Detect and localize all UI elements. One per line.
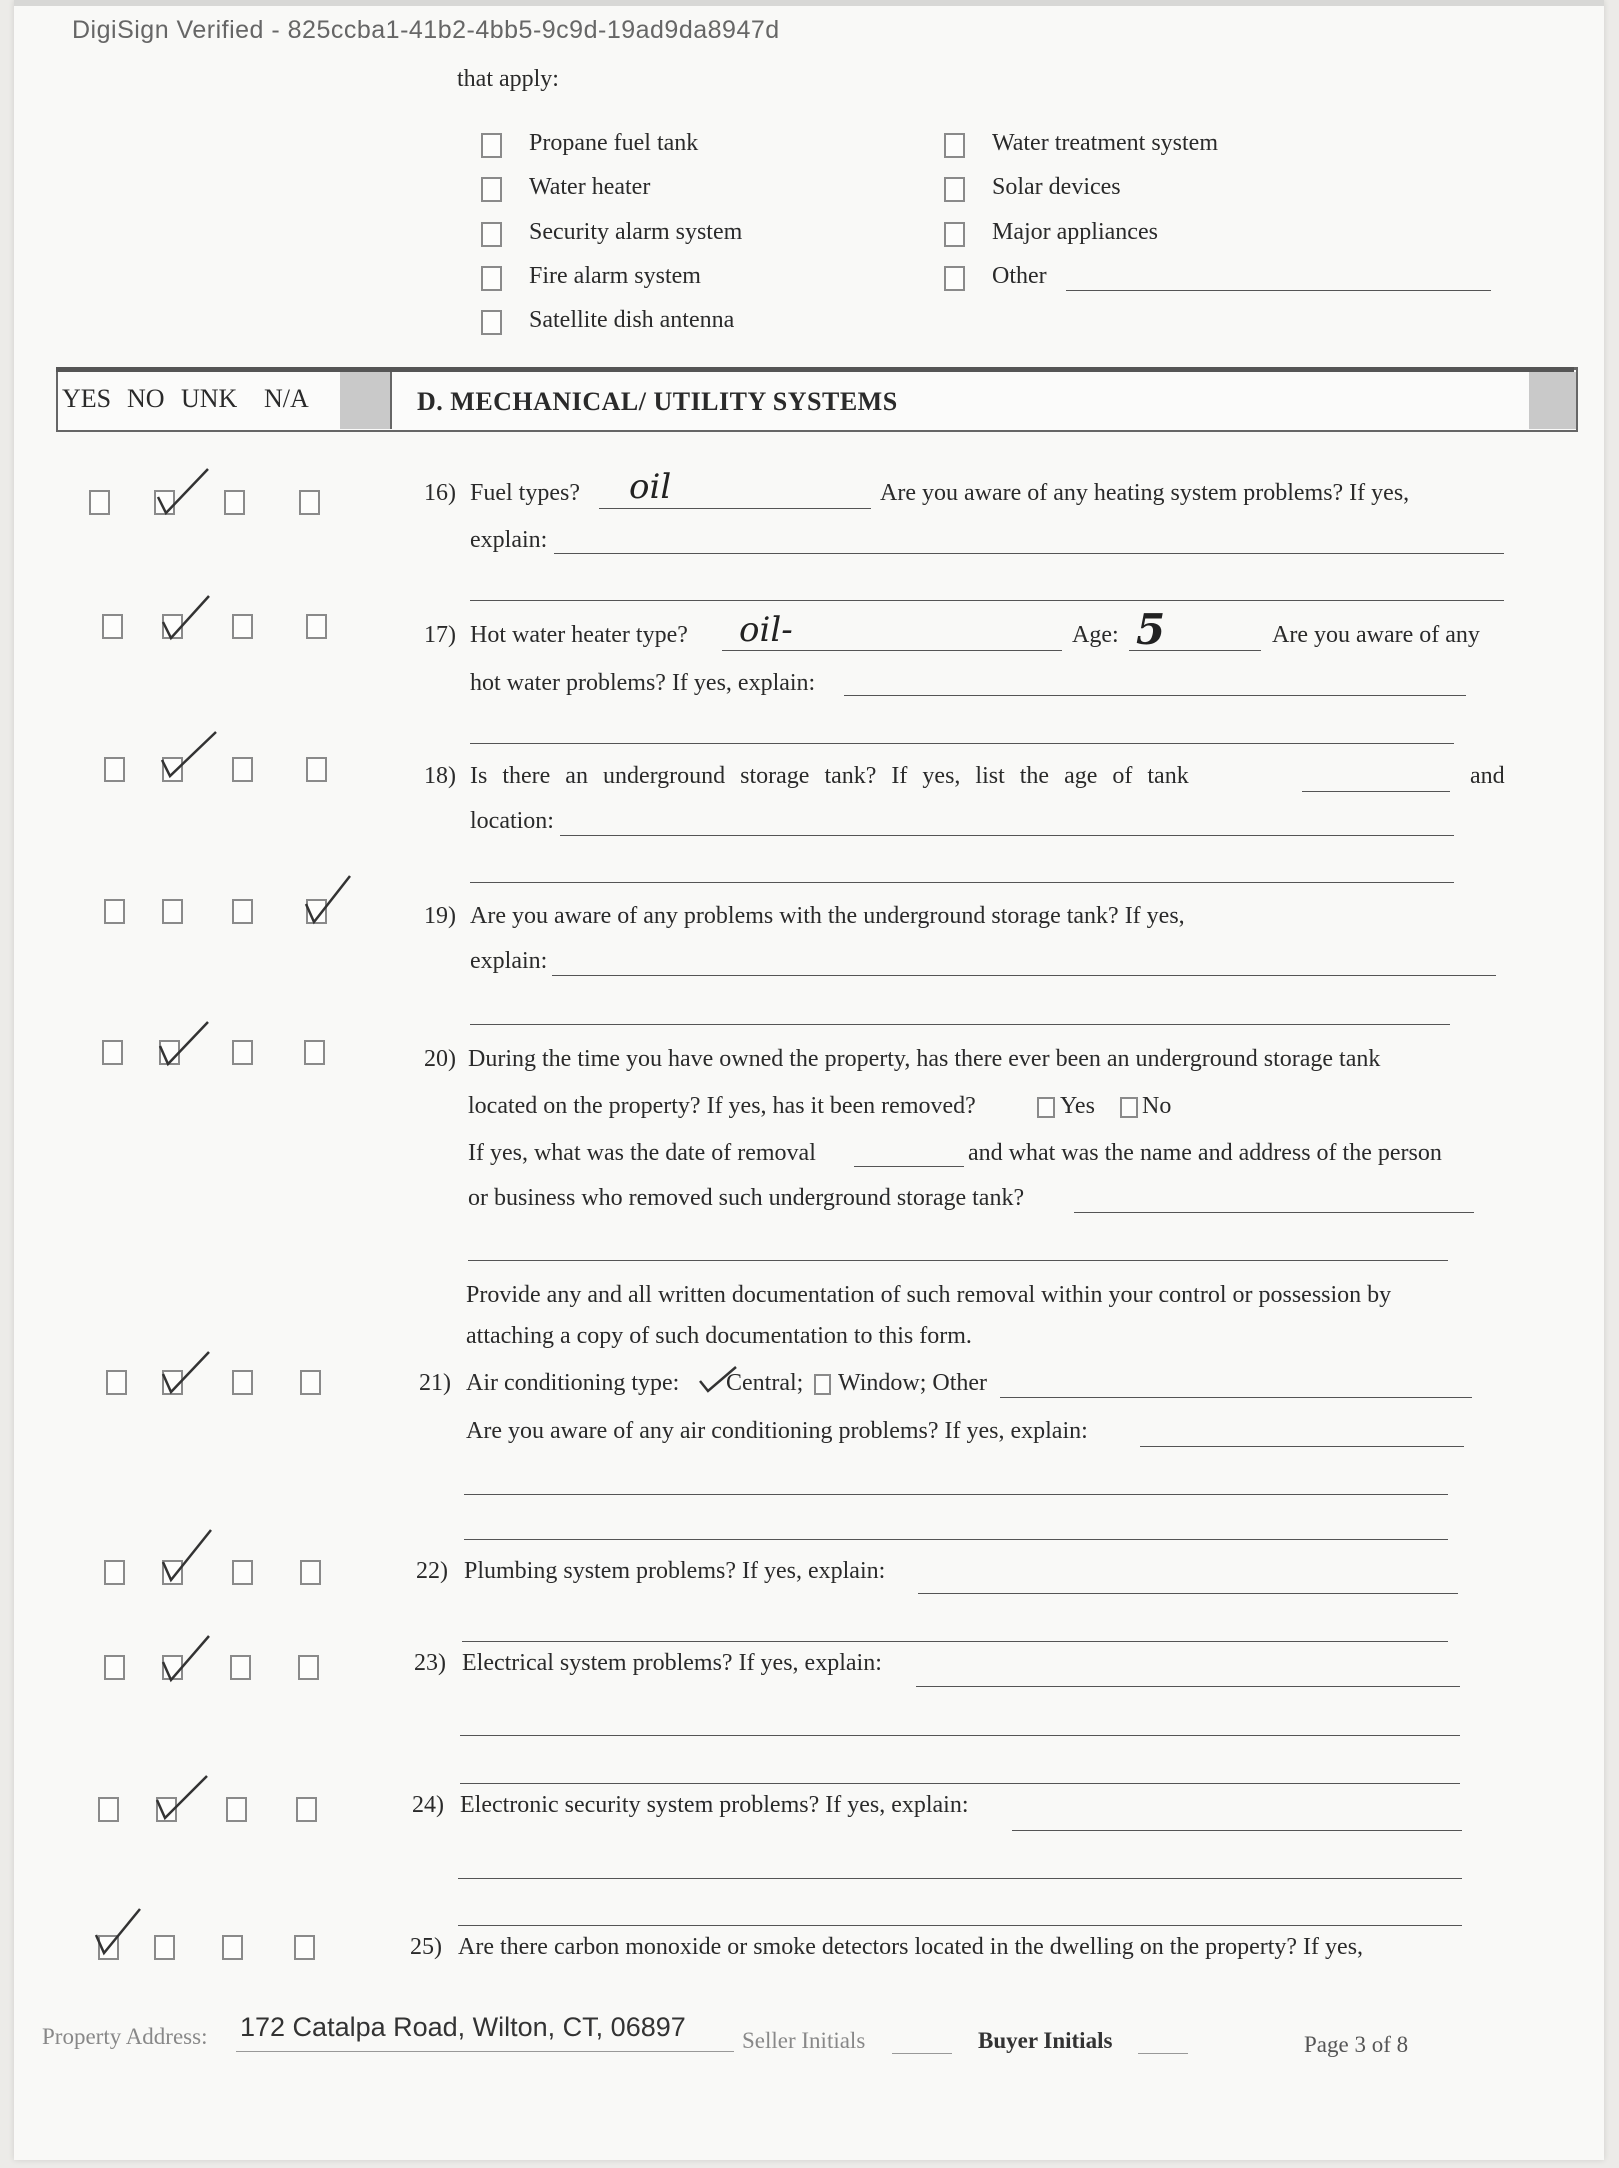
digisign-id: DigiSign Verified - 825ccba1-41b2-4bb5-9c9d-19ad9da8947d <box>72 16 780 44</box>
q20-checkmark-icon <box>154 1018 214 1072</box>
q24-explain-line-3[interactable] <box>458 1925 1462 1926</box>
property-address-line[interactable] <box>236 2051 734 2052</box>
q19-explain-line-2[interactable] <box>470 1024 1450 1025</box>
seller-initials-label: Seller Initials <box>742 2028 866 2053</box>
q21-explain-line-2[interactable] <box>464 1494 1448 1495</box>
q19-unk-checkbox[interactable] <box>232 899 253 924</box>
q22-yes-checkbox[interactable] <box>104 1560 125 1585</box>
apply-item-water-heater: Water heater <box>529 174 651 200</box>
q23-na-checkbox[interactable] <box>298 1655 319 1680</box>
apply-checkbox-major-appliances[interactable] <box>944 222 965 247</box>
q19-checkmark-icon <box>302 872 354 930</box>
q21-text: Air conditioning type: <box>466 1370 680 1396</box>
q18-location-line[interactable] <box>560 835 1454 836</box>
q23-yes-checkbox[interactable] <box>104 1655 125 1680</box>
q21-yes-checkbox[interactable] <box>106 1370 127 1395</box>
q24-na-checkbox[interactable] <box>296 1797 317 1822</box>
q16-text: Fuel types? <box>470 480 580 506</box>
apply-checkbox-propane[interactable] <box>481 133 502 158</box>
q23-checkmark-icon <box>157 1632 215 1686</box>
q18-location: location: <box>470 808 554 834</box>
q17-checkmark-icon <box>157 592 217 648</box>
q20-removed-yes-checkbox[interactable] <box>1037 1097 1055 1118</box>
seller-initials-line[interactable] <box>892 2053 952 2054</box>
q18-yes-checkbox[interactable] <box>104 757 125 782</box>
q17-age-value: 5 <box>1136 605 1166 654</box>
q22-na-checkbox[interactable] <box>300 1560 321 1585</box>
q19-explain: explain: <box>470 948 548 974</box>
q19-text: Are you aware of any problems with the underground storage tank? If yes, <box>470 903 1185 929</box>
q25-no-checkbox[interactable] <box>154 1935 175 1960</box>
header-divider <box>390 372 392 429</box>
q20-yes-checkbox[interactable] <box>102 1040 123 1065</box>
q17-na-checkbox[interactable] <box>306 614 327 639</box>
q19-no-checkbox[interactable] <box>162 899 183 924</box>
q18-location-line-2[interactable] <box>470 882 1454 883</box>
q16-explain-line-2[interactable] <box>470 600 1504 601</box>
q22-unk-checkbox[interactable] <box>232 1560 253 1585</box>
q23-text: Electrical system problems? If yes, explain: <box>462 1650 882 1676</box>
q20-removal-date-line[interactable] <box>854 1166 964 1167</box>
q21-number: 21) <box>419 1370 451 1396</box>
col-na: N/A <box>264 384 309 413</box>
q16-number: 16) <box>424 480 456 506</box>
q23-explain-line[interactable] <box>916 1686 1460 1687</box>
col-yes: YES <box>62 384 112 413</box>
q24-number: 24) <box>412 1792 444 1818</box>
q21-other-line[interactable] <box>1000 1397 1472 1398</box>
q20-removed-no-checkbox[interactable] <box>1120 1097 1138 1118</box>
q19-explain-line[interactable] <box>552 975 1496 976</box>
q21-window: Window; Other <box>838 1370 988 1396</box>
property-address-value: 172 Catalpa Road, Wilton, CT, 06897 <box>240 2012 686 2042</box>
q21-central: Central; <box>726 1370 804 1396</box>
q23-unk-checkbox[interactable] <box>230 1655 251 1680</box>
q20-line3a: If yes, what was the date of removal <box>468 1140 816 1166</box>
q16-na-checkbox[interactable] <box>299 490 320 515</box>
q20-removed-no-label: No <box>1142 1093 1172 1119</box>
apply-item-other: Other <box>992 263 1047 289</box>
q20-na-checkbox[interactable] <box>304 1040 325 1065</box>
q21-na-checkbox[interactable] <box>300 1370 321 1395</box>
q25-number: 25) <box>410 1934 442 1960</box>
buyer-initials-line[interactable] <box>1138 2053 1188 2054</box>
q23-number: 23) <box>414 1650 446 1676</box>
q20-removed-yes-label: Yes <box>1060 1093 1095 1119</box>
q17-explain-line-2[interactable] <box>470 743 1454 744</box>
q23-explain-line-2[interactable] <box>460 1735 1460 1736</box>
q20-number: 20) <box>424 1046 456 1072</box>
q18-na-checkbox[interactable] <box>306 757 327 782</box>
q17-number: 17) <box>424 622 456 648</box>
q18-number: 18) <box>424 763 456 789</box>
apply-item-satellite: Satellite dish antenna <box>529 307 735 333</box>
property-address-label: Property Address: <box>42 2024 208 2049</box>
q22-checkmark-icon <box>157 1526 217 1588</box>
q18-checkmark-icon <box>156 726 222 786</box>
apply-checkbox-water-treatment[interactable] <box>944 133 965 158</box>
q24-text: Electronic security system problems? If yes, explain: <box>460 1792 969 1818</box>
q18-unk-checkbox[interactable] <box>232 757 253 782</box>
q22-explain-line[interactable] <box>918 1593 1458 1594</box>
q21-explain-line-3[interactable] <box>464 1539 1448 1540</box>
q21-unk-checkbox[interactable] <box>232 1370 253 1395</box>
q17-text2: Are you aware of any <box>1272 622 1480 648</box>
q24-explain-line-2[interactable] <box>458 1878 1462 1879</box>
col-unk: UNK <box>181 384 238 413</box>
q25-text: Are there carbon monoxide or smoke detectors located in the dwelling on the property? If yes, <box>458 1934 1364 1960</box>
q20-line4: or business who removed such underground storage tank? <box>468 1185 1025 1211</box>
q16-explain: explain: <box>470 527 548 553</box>
apply-checkbox-solar[interactable] <box>944 177 965 202</box>
other-blank-line[interactable] <box>1066 290 1491 291</box>
q24-explain-line[interactable] <box>1012 1830 1462 1831</box>
q17-text3: hot water problems? If yes, explain: <box>470 670 816 696</box>
apply-checkbox-security-alarm[interactable] <box>481 222 502 247</box>
q16-explain-line[interactable] <box>554 553 1504 554</box>
q19-yes-checkbox[interactable] <box>104 899 125 924</box>
apply-checkbox-other[interactable] <box>944 266 965 291</box>
document-page <box>14 0 1604 2160</box>
apply-item-propane: Propane fuel tank <box>529 130 699 156</box>
header-shade-right <box>1529 372 1576 429</box>
q19-number: 19) <box>424 903 456 929</box>
apply-item-fire-alarm: Fire alarm system <box>529 263 701 289</box>
q16-fuel-line[interactable] <box>599 508 871 509</box>
apply-checkbox-satellite[interactable] <box>481 310 502 335</box>
q20-remover-line-2[interactable] <box>468 1260 1448 1261</box>
q17-unk-checkbox[interactable] <box>232 614 253 639</box>
q17-explain-line[interactable] <box>844 695 1466 696</box>
q17-type-line[interactable] <box>722 650 1062 651</box>
q17-age-label: Age: <box>1072 622 1119 648</box>
q24-yes-checkbox[interactable] <box>98 1797 119 1822</box>
q16-text2: Are you aware of any heating system problems? If yes, <box>880 480 1410 506</box>
q24-unk-checkbox[interactable] <box>226 1797 247 1822</box>
q17-handwritten: oil- <box>739 610 793 650</box>
section-header-topline <box>56 367 1574 372</box>
intro-text: that apply: <box>457 66 559 92</box>
q16-unk-checkbox[interactable] <box>224 490 245 515</box>
q17-yes-checkbox[interactable] <box>102 614 123 639</box>
q22-text: Plumbing system problems? If yes, explain: <box>464 1558 886 1584</box>
page-number: Page 3 of 8 <box>1304 2032 1409 2057</box>
q20-line1: During the time you have owned the property, has there ever been an underground storage tank <box>468 1046 1381 1072</box>
q25-unk-checkbox[interactable] <box>222 1935 243 1960</box>
q25-checkmark-icon <box>92 1905 144 1959</box>
header-shade-left <box>340 372 390 429</box>
apply-checkbox-water-heater[interactable] <box>481 177 502 202</box>
q22-number: 22) <box>416 1558 448 1584</box>
q20-line3b: and what was the name and address of the person <box>968 1140 1442 1166</box>
q18-text: Is there an underground storage tank? If yes, list the age of tank <box>470 763 1189 789</box>
section-title: D. MECHANICAL/ UTILITY SYSTEMS <box>417 387 898 416</box>
apply-item-solar: Solar devices <box>992 174 1121 200</box>
apply-item-major-appliances: Major appliances <box>992 219 1158 245</box>
buyer-initials-label: Buyer Initials <box>978 2028 1113 2053</box>
q20-line5: Provide any and all written documentation of such removal within your control or possession by <box>466 1282 1392 1308</box>
q20-unk-checkbox[interactable] <box>232 1040 253 1065</box>
q20-remover-line[interactable] <box>1074 1212 1474 1213</box>
q20-line6: attaching a copy of such documentation to this form. <box>466 1323 972 1349</box>
q21-window-checkbox[interactable] <box>814 1374 831 1395</box>
q20-line2: located on the property? If yes, has it been removed? <box>468 1093 976 1119</box>
q18-age-line[interactable] <box>1302 791 1450 792</box>
q25-na-checkbox[interactable] <box>294 1935 315 1960</box>
q16-checkmark-icon <box>154 463 214 523</box>
apply-item-security-alarm: Security alarm system <box>529 219 743 245</box>
q21-explain-line[interactable] <box>1140 1446 1464 1447</box>
col-no: NO <box>127 384 165 413</box>
q16-yes-checkbox[interactable] <box>89 490 110 515</box>
q24-checkmark-icon <box>151 1772 213 1826</box>
q16-handwritten: oil <box>629 467 672 507</box>
apply-checkbox-fire-alarm[interactable] <box>481 266 502 291</box>
q18-and: and <box>1470 763 1505 789</box>
q17-text: Hot water heater type? <box>470 622 688 648</box>
page-top-edge <box>14 0 1604 6</box>
q22-explain-line-2[interactable] <box>462 1641 1448 1642</box>
q21-checkmark-icon <box>157 1348 215 1400</box>
apply-item-water-treatment: Water treatment system <box>992 130 1218 156</box>
q23-explain-line-3[interactable] <box>460 1783 1460 1784</box>
q21-text2: Are you aware of any air conditioning problems? If yes, explain: <box>466 1418 1088 1444</box>
